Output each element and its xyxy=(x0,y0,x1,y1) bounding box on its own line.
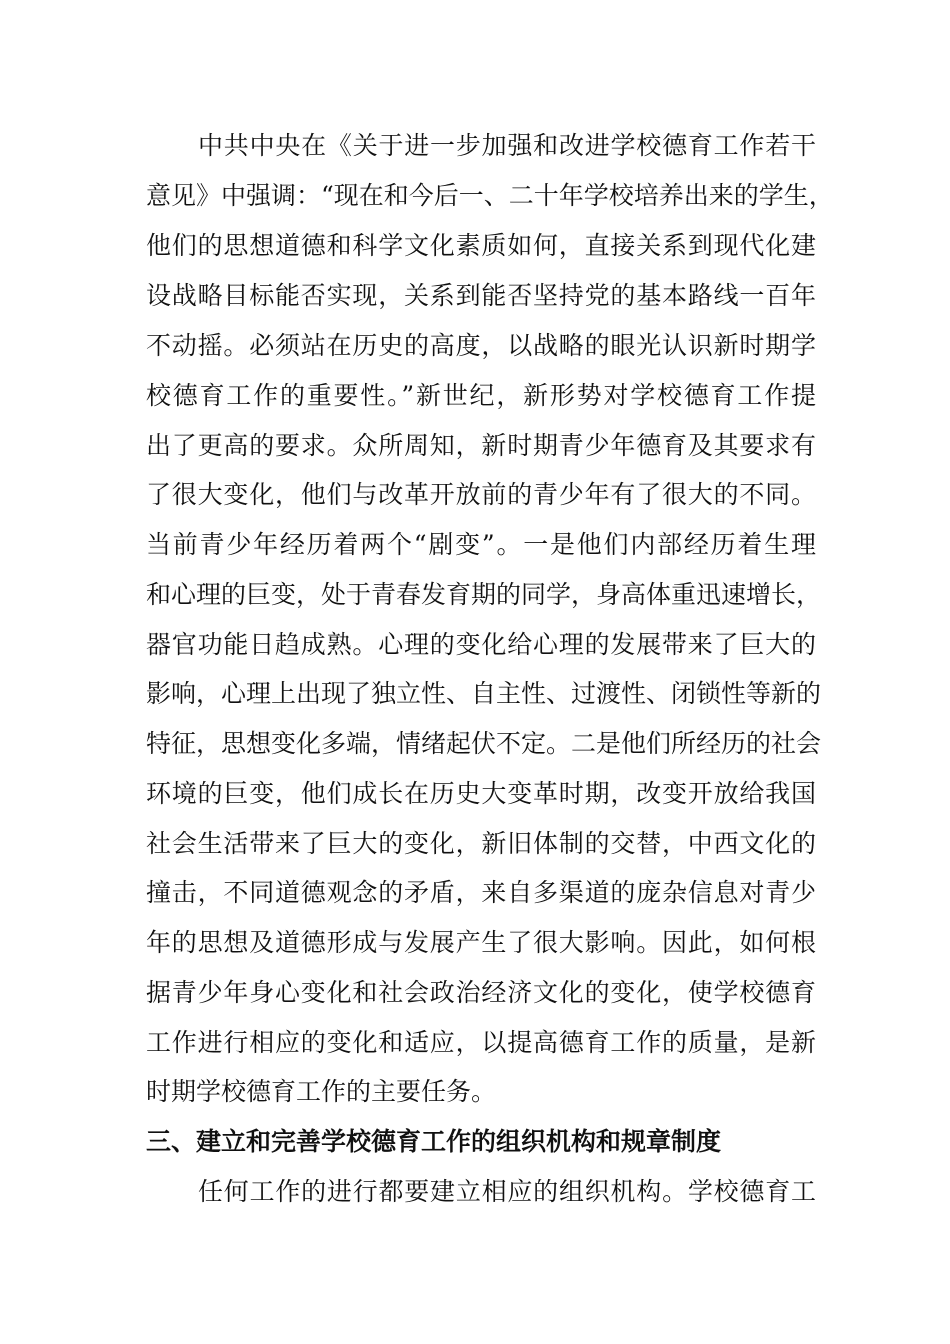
paragraph-1-line-13: 特征，思想变化多端，情绪起伏不定。二是他们所经历的社会 xyxy=(146,729,822,758)
paragraph-1-line-10: 和心理的巨变，处于青春发育期的同学，身高体重迅速增长， xyxy=(146,580,822,609)
paragraph-1-line-7: 出了更高的要求。众所周知，新时期青少年德育及其要求有 xyxy=(146,431,816,460)
paragraph-1-line-8: 了很大变化，他们与改革开放前的青少年有了很大的不同。 xyxy=(146,480,816,509)
paragraph-1-line-17: 年的思想及道德形成与发展产生了很大影响。因此，如何根 xyxy=(146,928,816,957)
paragraph-1-line-1: 中共中央在《关于进一步加强和改进学校德育工作若干 xyxy=(198,131,816,160)
paragraph-1-line-3: 他们的思想道德和科学文化素质如何，直接关系到现代化建 xyxy=(146,231,816,260)
paragraph-1-line-2: 意见》中强调：“现在和今后一、二十年学校培养出来的学生， xyxy=(146,181,834,210)
paragraph-1-line-15: 社会生活带来了巨大的变化，新旧体制的交替，中西文化的 xyxy=(146,829,816,858)
paragraph-1-line-18: 据青少年身心变化和社会政治经济文化的变化，使学校德育 xyxy=(146,978,816,1007)
paragraph-1-line-16: 撞击，不同道德观念的矛盾，来自多渠道的庞杂信息对青少 xyxy=(146,878,816,907)
paragraph-1-line-4: 设战略目标能否实现，关系到能否坚持党的基本路线一百年 xyxy=(146,281,816,310)
section-heading: 三、建立和完善学校德育工作的组织机构和规章制度 xyxy=(146,1127,722,1156)
paragraph-1-line-11: 器官功能日趋成熟。心理的变化给心理的发展带来了巨大的 xyxy=(146,630,816,659)
paragraph-1-line-5: 不动摇。必须站在历史的高度，以战略的眼光认识新时期学 xyxy=(146,331,816,360)
paragraph-2-line-1: 任何工作的进行都要建立相应的组织机构。学校德育工 xyxy=(198,1177,816,1206)
paragraph-1-line-12: 影响，心理上出现了独立性、自主性、过渡性、闭锁性等新的 xyxy=(146,679,822,708)
paragraph-1-line-14: 环境的巨变，他们成长在历史大变革时期，改变开放给我国 xyxy=(146,779,816,808)
paragraph-1-line-20: 时期学校德育工作的主要任务。 xyxy=(146,1077,497,1106)
paragraph-1-line-9: 当前青少年经历着两个“剧变”。一是他们内部经历着生理 xyxy=(146,530,816,559)
paragraph-1-line-19: 工作进行相应的变化和适应，以提高德育工作的质量，是新 xyxy=(146,1028,816,1057)
paragraph-1-line-6: 校德育工作的重要性。”新世纪，新形势对学校德育工作提 xyxy=(146,381,816,410)
